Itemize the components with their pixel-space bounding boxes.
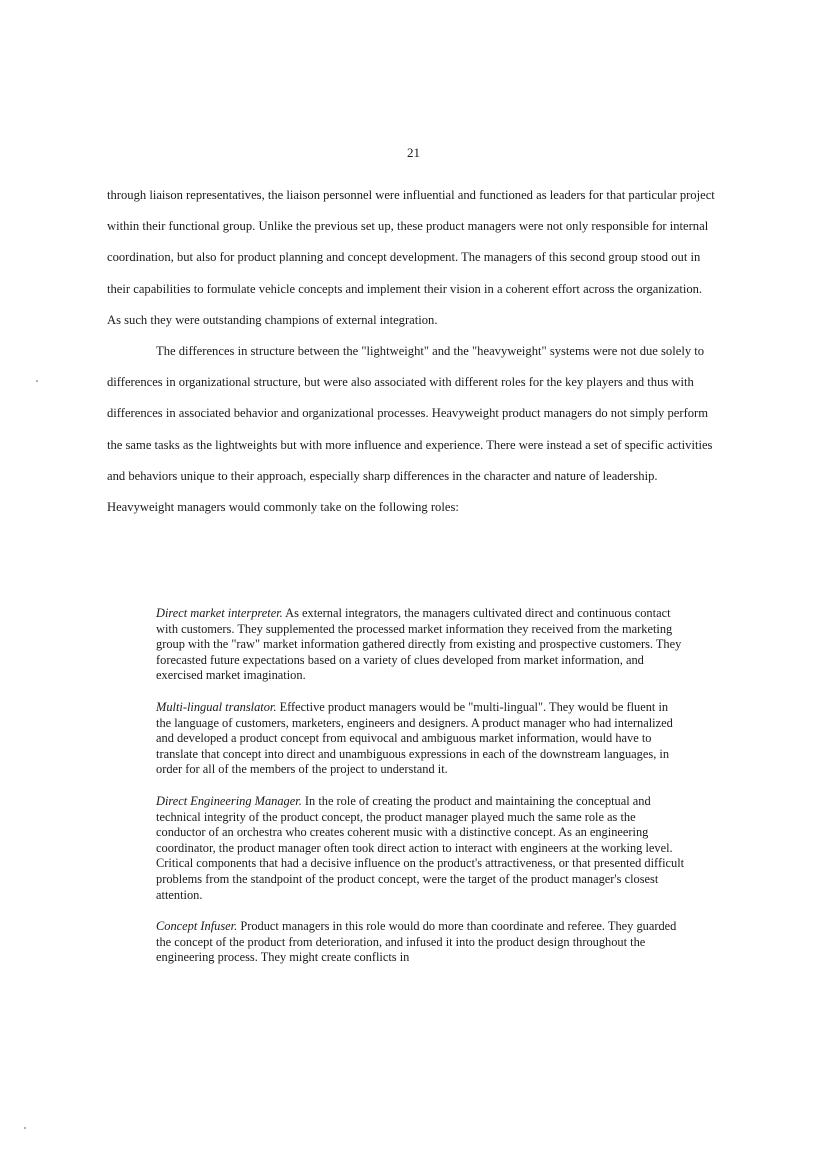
role-multi-lingual-translator	[156, 700, 686, 778]
role-list	[156, 606, 686, 982]
role-concept-infuser	[156, 919, 686, 966]
role-text: In the role of creating the product and maintaining the conceptual and technical integrity of the product concept, the product manager played much the same role as the conductor of an orchestra who creates coherent music with a distinctive concept. As an engineering coordinator, the product manager often took direct action to interact with engineers at the working level. Critical components that had a decisive influence on the product's attractiveness, or that presented difficult problems from the standpoint of the product concept, were the target of the product manager's closest attention.	[156, 793, 685, 902]
role-title: Direct market interpreter.	[156, 606, 283, 620]
scan-speck	[36, 380, 38, 382]
scan-speck	[24, 1127, 26, 1129]
role-title: Direct Engineering Manager.	[156, 793, 302, 808]
paragraph-2: The differences in structure between the "lightweight" and the "heavyweight" systems were not due solely to differences in organizational structure, but were also associated with different roles for the key players and thus with differences in associated behavior and organizational processes. Heavyweight product managers do not simply perform the same tasks as the lightweights but with more influence and experience. There were instead a set of specific activities and behaviors unique to their approach, especially sharp differences in the character and nature of leadership. Heavyweight managers would commonly take on the following roles:	[107, 344, 713, 515]
role-direct-market-interpreter	[156, 606, 686, 684]
role-text: Product managers in this role would do more than coordinate and referee. They guarded the concept of the product from deterioration, and infused it into the product design throughout the engineering process. They might create conflicts in	[156, 919, 677, 965]
page-number: 21	[407, 145, 420, 160]
role-title: Multi-lingual translator.	[156, 699, 277, 714]
role-text: Effective product managers would be "multi-lingual". They would be fluent in the language of customers, marketers, engineers and designers. A product manager who had internalized and developed a product concept from equivocal and ambiguous market information, would have to translate that concept into direct and unambiguous expressions in each of the downstream languages, in order for all of the members of the project to understand it.	[156, 699, 673, 777]
role-direct-engineering-manager	[156, 794, 686, 903]
body-text	[107, 180, 717, 523]
role-text: As external integrators, the managers cultivated direct and continuous contact with customers. They supplemented the processed market information they received from the marketing group with the "raw" market information gathered directly from existing and prospective customers. They forecasted future expectations based on a variety of clues developed from market information, and exercised market imagination.	[156, 606, 682, 683]
paragraph-1: through liaison representatives, the liaison personnel were influential and functioned as leaders for that particular project within their functional group. Unlike the previous set up, these product managers were not only responsible for internal coordination, but also for product planning and concept development. The managers of this second group stood out in their capabilities to formulate vehicle concepts and implement their vision in a coherent effort across the organization. As such they were outstanding champions of external integration.	[107, 188, 715, 327]
role-title: Concept Infuser.	[156, 919, 238, 934]
